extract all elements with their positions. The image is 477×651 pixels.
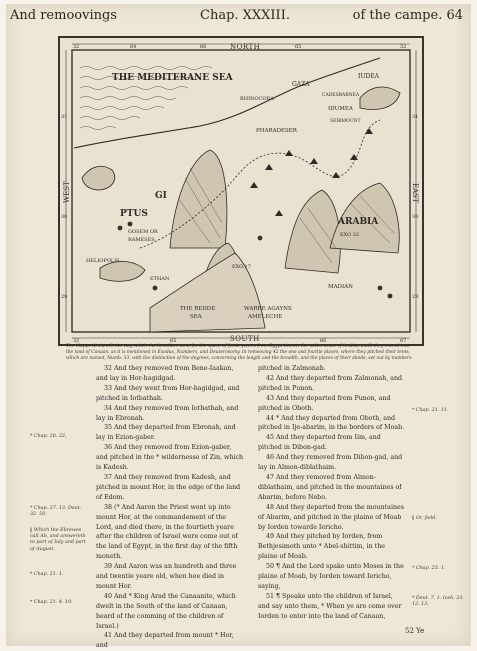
map-label-east: EAST bbox=[411, 183, 419, 203]
map-label-north: NORTH bbox=[230, 43, 261, 51]
text-column-right bbox=[258, 364, 406, 622]
map-label-egypt-ptus: PTUS bbox=[120, 209, 148, 219]
catchword: 52 Ye bbox=[405, 627, 425, 635]
verse: 43 And they departed from Punon, and pitched in Oboth. bbox=[258, 394, 391, 412]
map-label-egypt-gi: GI bbox=[155, 191, 167, 201]
verse: 38 (* And Aaron the Priest went up into mount Hor, at the commandement of the Lord, and died there, in the fourtieth yeare after the children of Israel were come out of the land of Egypt, in the first day of the fifth moneth. bbox=[96, 503, 238, 561]
margin-note-right: * Deut. 7. 1. Iosh. 23. 12. 13. bbox=[412, 596, 464, 608]
verse: 47 And they removed from Almon-diblathaim, and pitched in the mountaines of Abarim, before Nebo. bbox=[258, 473, 402, 501]
map-label-goshen: GOSEM OR bbox=[128, 229, 158, 235]
margin-note-left: * Chap. 21. 1. bbox=[30, 572, 64, 577]
margin-note-left: ‖ Which the Ebrewes call Ab, and answereth to part of Iuly and part of August. bbox=[30, 528, 86, 552]
degree-corner-tl: 32 bbox=[73, 44, 80, 50]
degree-corner-tr: 32 bbox=[400, 44, 407, 50]
map-label-heliopolis: HELIOPOLIS bbox=[86, 258, 120, 264]
margin-note-left: * Chap. 21. 4. 10. bbox=[30, 600, 73, 605]
degree-top-mid: 66 bbox=[200, 44, 207, 50]
degree-left-c: 29 bbox=[61, 294, 68, 300]
map-label-west: WEST bbox=[63, 181, 71, 203]
degree-right-a: 31 bbox=[412, 114, 419, 120]
map-label-warreagayns: WARRE AGAYNS bbox=[244, 306, 292, 312]
verse: 37 And they removed from Kadesh, and pitched in mount Hor, in the edge of the land of Edom. bbox=[96, 473, 241, 501]
verse: 49 And they pitched by Iorden, from Bethjesimoth unto * Abel-shittim, in the plaine of Moab. bbox=[258, 533, 385, 561]
map-label-rhinocora: RHINOCORA bbox=[240, 96, 274, 102]
verse: 36 And they removed from Ezion-gaber, and pitched in the * wildernesse of Zin, which is Kadesh. bbox=[96, 444, 244, 472]
map-label-gaza: GAZA bbox=[292, 81, 310, 88]
map-label-exo17: EXO.17 bbox=[232, 264, 251, 270]
degree-top-left: 64 bbox=[130, 44, 137, 50]
map-label-exo32: EXO 32 bbox=[340, 232, 360, 238]
verse: 32 And they removed from Bene-Iaakan, and lay in Hor-hagidgad. bbox=[96, 365, 234, 382]
degree-left-b: 30 bbox=[61, 214, 68, 220]
degree-bottom-right: 66 bbox=[320, 338, 327, 344]
map-label-iudea: IUDEA bbox=[358, 73, 379, 80]
map-label-madian: MADIAN bbox=[328, 284, 353, 290]
map-label-sea: THE MEDITERANE SEA bbox=[112, 73, 233, 83]
verse: 45 And they departed from Iim, and pitched in Dibon-gad. bbox=[258, 434, 381, 452]
running-head-left: And remoovings bbox=[10, 8, 117, 23]
map-illustration bbox=[60, 38, 422, 344]
verse: 39 And Aaron was an hundreth and three and twentie yeare old, when hee died in mount Hor. bbox=[96, 563, 237, 590]
margin-note-left: * Chap. 27. 13. Deut. 32. 50. bbox=[30, 506, 82, 518]
woodcut-map bbox=[58, 36, 424, 346]
map-label-south: SOUTH bbox=[230, 335, 260, 343]
map-label-ameleche: AMELECHE bbox=[248, 314, 283, 320]
map-label-idumea: IDUMEA bbox=[328, 106, 353, 112]
verse: 40 And * King Arad the Canaanite, which dwelt in the South of the land of Canaan, heard of the comming of the children of Israel.) bbox=[96, 592, 236, 630]
map-label-seirmount: SEIRMOUNT bbox=[330, 119, 361, 124]
map-label-etham: ETHAN bbox=[150, 276, 170, 282]
verse: 50 ¶ And the Lord spake unto Moses in the plaine of Moab, by Iorden toward Iericho, saying, bbox=[258, 563, 404, 590]
running-head-right: of the campe. 64 bbox=[352, 8, 463, 23]
verse: pitched in Zalmonah. bbox=[258, 365, 326, 372]
verse: 44 * And they departed from Oboth, and pitched in Ije-abarim, in the borders of Moab. bbox=[258, 414, 405, 432]
verse: 46 And they removed from Dibon-gad, and lay in Almon-diblathaim. bbox=[258, 454, 403, 472]
verse: 41 And they departed from mount * Hor, and bbox=[96, 632, 234, 650]
verse: 34 And they removed from Iotbathah, and lay in Ebronah. bbox=[96, 404, 239, 422]
degree-bottom-left: 65 bbox=[170, 338, 177, 344]
margin-note-right: * Chap. 25. 1. bbox=[412, 566, 446, 571]
map-label-cadesbarnea: CADESBARNEA bbox=[322, 93, 360, 98]
degree-corner-br: 67 bbox=[400, 338, 407, 344]
degree-left-a: 31 bbox=[61, 114, 68, 120]
text-column-left bbox=[96, 364, 244, 651]
map-label-arabia: ARABIA bbox=[338, 217, 379, 227]
verse: 42 And they departed from Zalmonah, and pitched in Punon. bbox=[258, 374, 403, 392]
chapter-heading: Chap. XXXIII. bbox=[200, 8, 290, 23]
degree-corner-bl: 32 bbox=[73, 338, 80, 344]
verse: 33 And they went from Hor-hagidgad, and pitched in Iotbathah. bbox=[96, 384, 240, 402]
map-label-red-sea-1: THE REDDE bbox=[180, 306, 216, 312]
degree-right-b: 30 bbox=[412, 214, 419, 220]
degree-right-c: 29 bbox=[412, 294, 419, 300]
map-label-pharadeser: PHARADESER bbox=[256, 128, 297, 134]
verse: 35 And they departed from Ebronah, and lay in Ezion-gaber. bbox=[96, 424, 236, 442]
map-caption: The Mappe declareth the way which the Israelites went for the space of fortie yeares from Egypt thorow the wildernesse of Arabia, untill they entred into the land of Canaan, as it is mentioned in Exodus, Numbers, and Deuteronomy. In remooving 42 the one and fourtie places, where they pitched their tents, which are named, Numb. 33. with the distinction of the degrees, concerning the length and the breadth, and the places of their abode, set out by numbers. bbox=[66, 344, 413, 362]
margin-note-right: ‖ Or, field. bbox=[412, 516, 437, 521]
map-label-rameses: RAMESES bbox=[128, 237, 155, 243]
verse: 51 ¶ Speake unto the children of Israel, and say unto them, * When ye are come over Iorden to enter into the land of Canaan, bbox=[258, 592, 402, 620]
margin-note-left: * Chap. 20. 22, bbox=[30, 434, 67, 439]
map-label-red-sea-2: SEA bbox=[190, 314, 202, 320]
margin-note-right: * Chap. 21. 11. bbox=[412, 408, 449, 413]
degree-top-right: 65 bbox=[295, 44, 302, 50]
verse: 48 And they departed from the mountaines of Abarim, and pitched in the plaine of Moab by Iorden towarde Iericho. bbox=[258, 503, 404, 531]
